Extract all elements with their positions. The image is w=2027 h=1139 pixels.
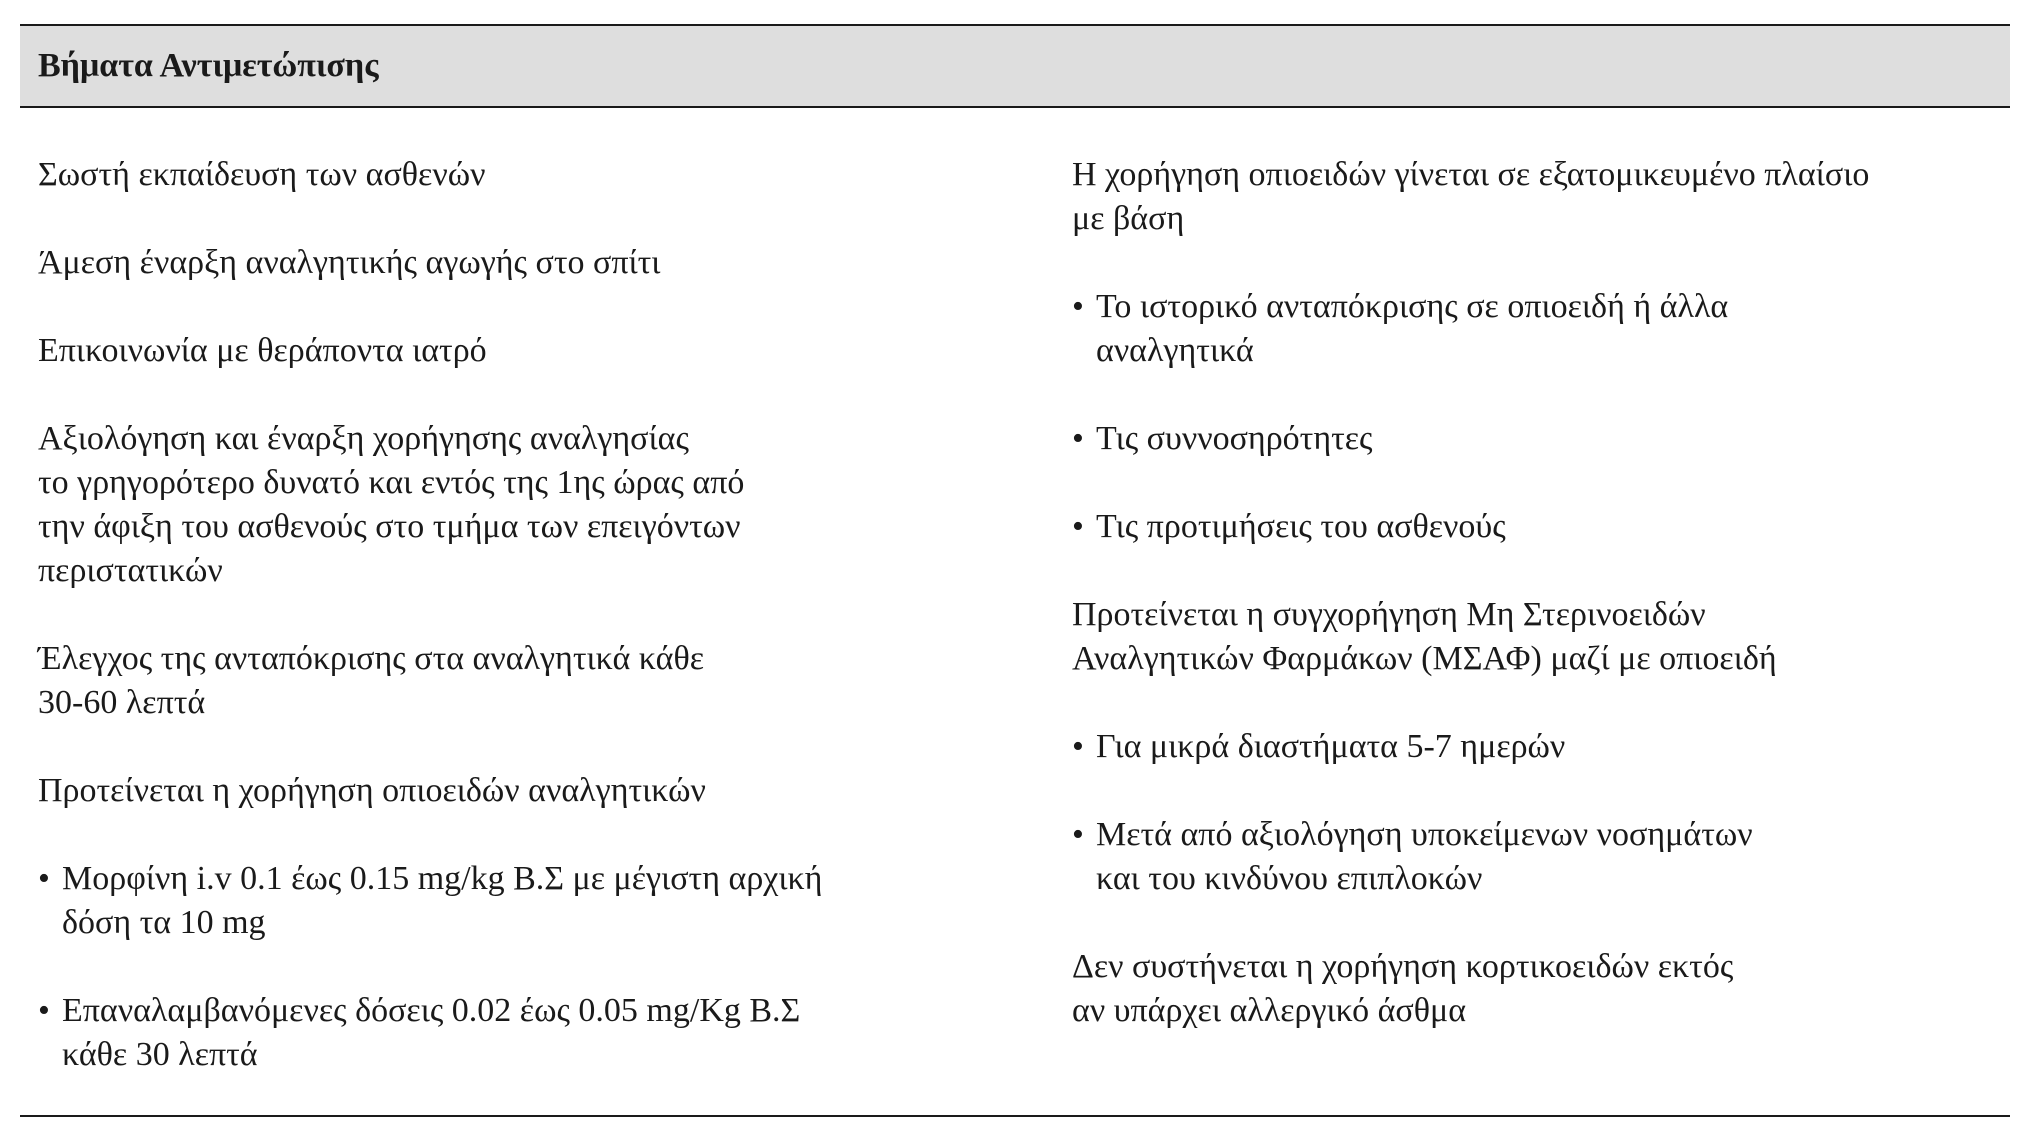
text-line: και του κινδύνου επιπλοκών [1096,860,1483,897]
paragraph-nsaid-coadministration [1072,593,2007,681]
paragraph-corticosteroids [1072,945,2007,1033]
left-column [38,153,998,1077]
text-line: περιστατικών [38,552,223,589]
bullet-icon: • [38,992,50,1029]
bullet-repeat-doses [38,989,998,1077]
text-line: Η χορήγηση οπιοειδών γίνεται σε εξατομικευμένο πλαίσιο [1072,156,1870,193]
treatment-steps-table [20,24,2010,1120]
text-line: Επαναλαμβανόμενες δόσεις 0.02 έως 0.05 mg/Kg Β.Σ [62,992,801,1029]
text-line: Αναλγητικών Φαρμάκων (ΜΣΑΦ) μαζί με οπιοειδή [1072,640,1777,677]
text-line: δόση τα 10 mg [62,904,266,941]
bullet-comorbidities [1072,417,2007,461]
text-line: Επικοινωνία με θεράποντα ιατρό [38,332,487,369]
text-line: κάθε 30 λεπτά [62,1036,258,1073]
bullet-morphine-dose [38,857,998,945]
text-line: Για μικρά διαστήματα 5-7 ημερών [1096,728,1566,765]
bullet-response-history [1072,285,2007,373]
text-line: Προτείνεται η χορήγηση οπιοειδών αναλγητικών [38,772,706,809]
paragraph-individualized-opioids [1072,153,2007,241]
text-line: Τις συννοσηρότητες [1096,420,1373,457]
bullet-icon: • [38,860,50,897]
text-line: αναλγητικά [1096,332,1254,369]
text-line: με βάση [1072,200,1185,237]
bullet-icon: • [1072,816,1084,853]
paragraph-assessment [38,417,998,593]
bullet-underlying-diseases [1072,813,2007,901]
text-line: Μετά από αξιολόγηση υποκείμενων νοσημάτων [1096,816,1753,853]
text-line: το γρηγορότερο δυνατό και εντός της 1ης ώρας από [38,464,745,501]
text-line: Τις προτιμήσεις του ασθενούς [1096,508,1506,545]
text-line: Αξιολόγηση και έναρξη χορήγησης αναλγησίας [38,420,689,457]
text-line: Το ιστορικό ανταπόκρισης σε οπιοειδή ή άλλα [1096,288,1729,325]
text-line: Άμεση έναρξη αναλγητικής αγωγής στο σπίτι [38,244,661,281]
text-line: Προτείνεται η συγχορήγηση Μη Στερινοειδών [1072,596,1706,633]
paragraph-opioid-recommendation [38,769,998,813]
text-line: 30-60 λεπτά [38,684,206,721]
bottom-rule [20,1115,2010,1117]
bullet-icon: • [1072,288,1084,325]
text-line: αν υπάρχει αλλεργικό άσθμα [1072,992,1467,1029]
paragraph-response-check [38,637,998,725]
paragraph-patient-education [38,153,998,197]
right-column [1072,153,2007,1033]
paragraph-contact-doctor [38,329,998,373]
bullet-icon: • [1072,508,1084,545]
table-header [20,26,2010,106]
table-title: Βήματα Αντιμετώπισης [38,47,379,84]
table-body [20,108,2010,1120]
text-line: Μορφίνη i.v 0.1 έως 0.15 mg/kg Β.Σ με μέγιστη αρχική [62,860,823,897]
text-line: Έλεγχος της ανταπόκρισης στα αναλγητικά κάθε [38,640,705,677]
paragraph-home-analgesia [38,241,998,285]
text-line: Δεν συστήνεται η χορήγηση κορτικοειδών εκτός [1072,948,1734,985]
text-line: Σωστή εκπαίδευση των ασθενών [38,156,486,193]
bullet-short-periods [1072,725,2007,769]
bullet-patient-preferences [1072,505,2007,549]
text-line: την άφιξη του ασθενούς στο τμήμα των επειγόντων [38,508,741,545]
bullet-icon: • [1072,728,1084,765]
bullet-icon: • [1072,420,1084,457]
